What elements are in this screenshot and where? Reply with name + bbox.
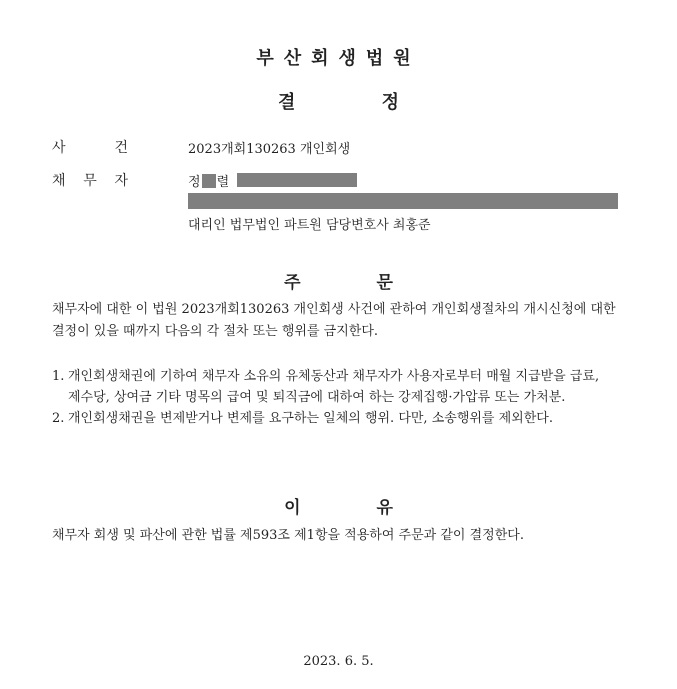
list-item-text: 개인회생채권에 기하여 채무자 소유의 유체동산과 채무자가 사용자로부터 매월 지급받을 급료, 제수당, 상여금 기타 명목의 급여 및 퇴직금에 대하여 하는 강제집행·가압류 또는 가처분. bbox=[68, 369, 600, 405]
list-item bbox=[52, 366, 612, 408]
case-label-text: 건 bbox=[114, 140, 128, 156]
redaction-block bbox=[188, 193, 618, 209]
list-item-text: 개인회생채권을 변제받거나 변제를 요구하는 일체의 행위. 다만, 소송행위를 제외한다. bbox=[68, 411, 553, 426]
order-intro: 채무자에 대한 이 법원 2023개회130263 개인회생 사건에 관하여 개인회생절차의 개시신청에 대한 결정이 있을 때까지 다음의 각 절차 또는 행위를 금지한다. bbox=[52, 302, 616, 339]
reason-title: 이 유 bbox=[284, 498, 393, 518]
debtor-label-char: 자 bbox=[114, 173, 128, 189]
redaction-block bbox=[202, 174, 216, 188]
order-list bbox=[52, 366, 612, 429]
case-value: 2023개회130263 개인회생 bbox=[188, 142, 351, 157]
debtor-agent: 대리인 법무법인 파트원 담당변호사 최홍준 bbox=[188, 218, 431, 233]
debtor-label-char: 무 bbox=[83, 173, 97, 189]
document-title: 결 정 bbox=[277, 92, 400, 113]
debtor-label-char: 채 bbox=[52, 173, 66, 189]
order-title: 주 문 bbox=[284, 273, 393, 293]
debtor-name-last: 렬 bbox=[216, 175, 230, 190]
case-label-text: 사 bbox=[52, 140, 66, 156]
debtor-name bbox=[188, 171, 229, 190]
list-item-number: 1. bbox=[52, 369, 65, 384]
debtor-name-first: 정 bbox=[188, 175, 201, 190]
case-label bbox=[52, 137, 128, 157]
redaction-block bbox=[237, 173, 357, 187]
decision-date: 2023. 6. 5. bbox=[303, 654, 374, 669]
debtor-label bbox=[52, 170, 128, 190]
reason-text: 채무자 회생 및 파산에 관한 법률 제593조 제1항을 적용하여 주문과 같이 결정한다. bbox=[52, 528, 524, 543]
list-item bbox=[52, 408, 612, 429]
court-name: 부산회생법원 bbox=[256, 48, 421, 69]
list-item-number: 2. bbox=[52, 411, 65, 426]
